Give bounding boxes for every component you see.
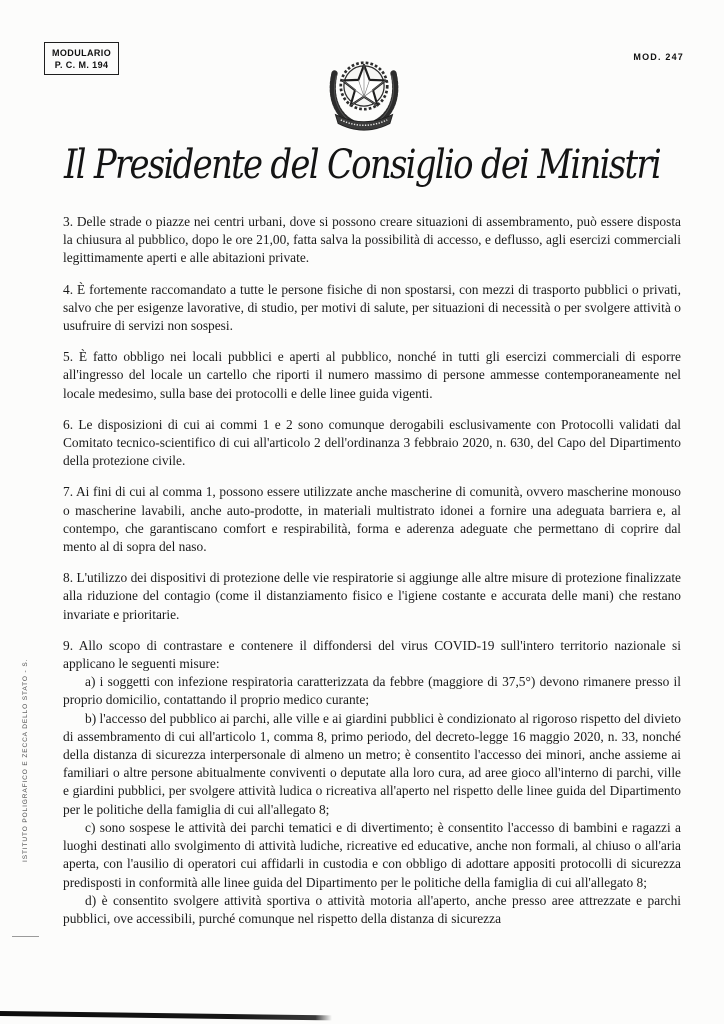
scan-artifact-bottom-line [0,1011,332,1020]
paragraph-5: 5. È fatto obbligo nei locali pubblici e aperti al pubblico, nonché in tutti gli esercizi commerciali di esporre all'ingresso del locale un cartello che riporti il numero massimo di persone ammesse contemporaneamente nel locale medesimo, sulla base dei protocolli e delle linee guida vigenti. [63,349,681,401]
paragraph-9-item-d: d) è consentito svolgere attività sportiva o attività motoria all'aperto, anche presso aree attrezzate e parchi pubblici, ove accessibili, purché comunque nel rispetto della distanza di sicurezza [63,892,681,926]
paragraph-9-item-b: b) l'accesso del pubblico ai parchi, alle ville e ai giardini pubblici è condizionato al rigoroso rispetto del divieto di assembramento di cui all'articolo 1, comma 8, primo periodo, del decreto-legge 16 maggio 2020, n. 33, nonché della distanza di sicurezza interpersonale di almeno un metro; è consentito l'accesso dei minori, anche assieme ai familiari o altre persone abitualmente conviventi o deputate alla loro cura, ad aree gioco all'interno di parchi, ville e giardini pubblici, per svolgere attività ludica o ricreativa all'aperto nel rispetto delle linee guida del Dipartimento per le politiche della famiglia di cui all'allegato 8; [63,710,681,817]
document-body-text [63,213,681,928]
paragraph-4: 4. È fortemente raccomandato a tutte le persone fisiche di non spostarsi, con mezzi di trasporto pubblici o privati, salvo che per esigenze lavorative, di studio, per motivi di salute, per situazioni di necessità o per svolgere attività o usufruire di servizi non sospesi. [63,281,681,334]
paragraph-3: 3. Delle strade o piazze nei centri urbani, dove si possono creare situazioni di assembramento, può essere disposta la chiusura al pubblico, dopo le ore 21,00, fatta salva la possibilità di accesso, e deflusso, agli esercizi commerciali legittimamente aperti e alle abitazioni private. [63,214,681,266]
printer-note-vertical: ISTITUTO POLIGRAFICO E ZECCA DELLO STATO - S. [22,658,29,862]
paragraph-7: 7. Ai fini di cui al comma 1, possono essere utilizzate anche mascherine di comunità, ovvero mascherine monouso o mascherine lavabili, anche auto-prodotte, in materiali multistrato idonei a fornire una adeguata barriera e, al contempo, che garantiscano comfort e respirabilità, forma e aderenza adeguate che permettano di coprire dal mento al di sopra del naso. [63,484,681,555]
paragraph-9-item-a: a) i soggetti con infezione respiratoria caratterizzata da febbre (maggiore di 37,5°) devono rimanere presso il proprio domicilio, contattando il proprio medico curante; [63,674,681,708]
paragraph-8: 8. L'utilizzo dei dispositivi di protezione delle vie respiratorie si aggiunge alle altre misure di protezione finalizzate alla riduzione del contagio (come il distanziamento fisico e l'igiene costante e accurata delle mani) che restano invariate e prioritarie. [63,570,681,622]
modulario-box [44,42,119,75]
modulario-line1: MODULARIO [52,48,112,58]
paragraph-9-item-c: c) sono sospese le attività dei parchi tematici e di divertimento; è consentito l'accesso di bambini e ragazzi a luoghi destinati allo svolgimento di attività ludiche, ricreative ed educative, anche non formali, al chiuso o all'aria aperta, con l'ausilio di operatori cui affidarli in custodia e con obbligo di adottare appositi protocolli di sicurezza predisposti in conformità alle linee guida del Dipartimento per le politiche della famiglia di cui all'allegato 8; [63,819,681,890]
letterhead-script-title: Il Presidente del Consiglio dei Ministri [63,142,660,188]
modulario-line2: P. C. M. 194 [54,60,109,70]
paragraph-9: 9. Allo scopo di contrastare e contenere il diffondersi del virus COVID-19 sull'intero territorio nazionale si applicano le seguenti misure: [63,637,681,672]
mod-ref-label: MOD. 247 [633,52,684,62]
scan-artifact-dash [12,936,39,937]
letterhead [0,120,724,210]
paragraph-6: 6. Le disposizioni di cui ai commi 1 e 2 sono comunque derogabili esclusivamente con Protocolli validati dal Comitato tecnico-scientifico di cui all'articolo 2 dell'ordinanza 3 febbraio 2020, n. 630, del Capo del Dipartimento della protezione civile. [63,416,681,469]
